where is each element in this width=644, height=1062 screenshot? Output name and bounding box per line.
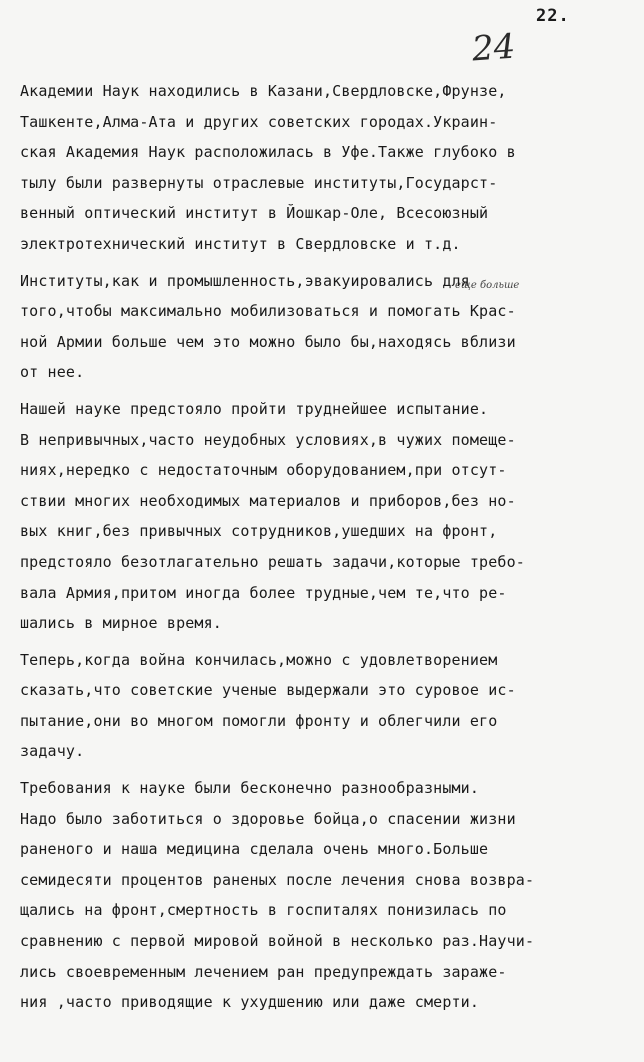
- text-line: сказать,что советские ученые выдержали это суровое ис-: [20, 681, 516, 700]
- text-line: тылу были развернуты отраслевые институты,Государст-: [20, 173, 498, 192]
- text-line: Требования к науке были бесконечно разнообразными.: [20, 779, 480, 798]
- paragraph: [20, 76, 638, 260]
- text-line: предстояло безотлагательно решать задачи,которые требо-: [20, 552, 525, 571]
- text-line: того,чтобы максимально мобилизоваться и помогать Крас-: [20, 302, 516, 321]
- text-line: раненого и наша медицина сделала очень много.Больше: [20, 840, 489, 859]
- text-line: лись своевременным лечением ран предупреждать зараже-: [20, 962, 507, 981]
- text-line: ной Армии больше чем это можно было бы,находясь вблизи: [20, 332, 516, 351]
- text-line: сравнению с первой мировой войной в несколько раз.Научи-: [20, 932, 535, 951]
- text-line: В непривычных,часто неудобных условиях,в чужих помеще-: [20, 430, 516, 449]
- text-line: от нее.: [20, 363, 85, 382]
- text-line: вала Армия,притом иногда более трудные,чем те,что ре-: [20, 583, 507, 602]
- page-number: 22.: [536, 6, 570, 26]
- text-line: ская Академия Наук расположилась в Уфе.Также глубоко в: [20, 143, 516, 162]
- text-line: ния ,часто приводящие к ухудшению или даже смерти.: [20, 993, 480, 1012]
- text-line: ниях,нередко с недостаточным оборудованием,при отсут-: [20, 461, 507, 480]
- text-line: Надо было заботиться о здоровье бойца,о спасении жизни: [20, 809, 516, 828]
- text-line: пытание,они во многом помогли фронту и облегчили его: [20, 711, 498, 730]
- text-line: щались на фронт,смертность в госпиталях понизилась по: [20, 901, 507, 920]
- text-line: электротехнический институт в Свердловске и т.д.: [20, 234, 461, 253]
- paragraph: [20, 645, 638, 767]
- text-line: Ташкенте,Алма-Ата и других советских городах.Украин-: [20, 112, 498, 131]
- text-line: вых книг,без привычных сотрудников,ушедших на фронт,: [20, 522, 498, 541]
- text-line: шались в мирное время.: [20, 614, 222, 633]
- text-line: семидесяти процентов раненых после лечения снова возвра-: [20, 870, 535, 889]
- text-line: задачу.: [20, 742, 85, 761]
- text-line: венный оптический институт в Йошкар-Оле, Всесоюзный: [20, 204, 489, 223]
- text-line: Теперь,когда война кончилась,можно с удовлетворением: [20, 650, 498, 669]
- paragraph: [20, 266, 638, 388]
- text-line: Нашей науке предстояло пройти труднейшее испытание.: [20, 399, 489, 418]
- text-line: Институты,как и промышленность,эвакуировались для: [20, 271, 470, 290]
- handwritten-margin-note: еще больше: [455, 280, 520, 291]
- handwritten-page-number: 24: [470, 26, 517, 70]
- text-line: Академии Наук находились в Казани,Свердловске,Фрунзе,: [20, 82, 507, 100]
- text-line: ствии многих необходимых материалов и приборов,без но-: [20, 491, 516, 510]
- paragraph: [20, 773, 638, 1018]
- typewritten-body: [20, 76, 638, 1018]
- paragraph: [20, 394, 638, 639]
